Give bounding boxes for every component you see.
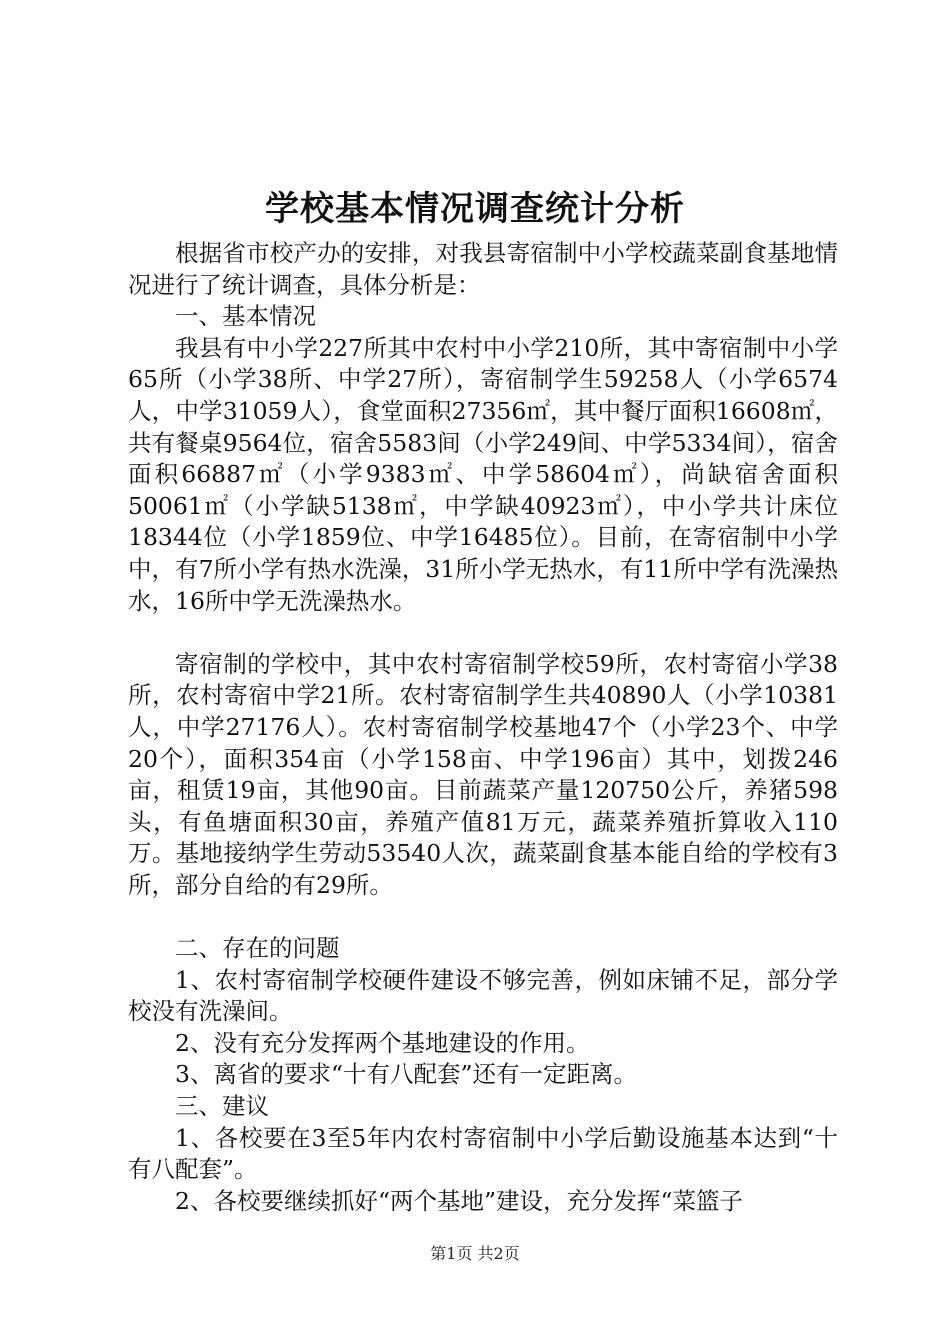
section-heading-problems: 二、存在的问题 <box>175 934 340 963</box>
problem-item-1: 1、农村寄宿制学校硬件建设不够完善，例如床铺不足，部分学校没有洗澡间。 <box>128 965 838 1026</box>
intro-paragraph: 根据省市校产办的安排，对我县寄宿制中小学校蔬菜副食基地情况进行了统计调查，具体分析是： <box>128 239 838 299</box>
rural-boarding-paragraph: 寄宿制的学校中，其中农村寄宿制学校59所，农村寄宿小学38所，农村寄宿中学21所。农村寄宿制学生共40890人（小学10381人，中学27176人）。农村寄宿制学校基地47个（小学23个、中学20个），面积354亩（小学158亩、中学196亩）其中，划拨246亩，租赁19亩，其他90亩。目前蔬菜产量120750公斤，养猪598头，有鱼塘面积30亩，养殖产值81万元，蔬菜养殖折算收入110万。基地接纳学生劳动53540人次，蔬菜副食基本能自给的学校有3所，部分自给的有29所。 <box>128 649 838 899</box>
section-heading-suggestions: 三、建议 <box>175 1092 269 1121</box>
problem-item-2: 2、没有充分发挥两个基地建设的作用。 <box>175 1028 590 1057</box>
document-title: 学校基本情况调查统计分析 <box>265 189 685 229</box>
section-heading-basic: 一、基本情况 <box>175 302 316 331</box>
suggestion-item-2: 2、各校要继续抓好“两个基地”建设，充分发挥“菜篮子 <box>175 1186 743 1215</box>
problem-item-3: 3、离省的要求“十有八配套”还有一定距离。 <box>175 1060 637 1089</box>
suggestion-item-1: 1、各校要在3至5年内农村寄宿制中小学后勤设施基本达到“十有八配套”。 <box>128 1123 838 1184</box>
page-number-footer: 第1页 共2页 <box>430 1244 520 1263</box>
basic-stats-paragraph: 我县有中小学227所其中农村中小学210所，其中寄宿制中小学65所（小学38所、中学27所），寄宿制学生59258人（小学6574人，中学31059人），食堂面积27356㎡，其中餐厅面积16608㎡，共有餐桌9564位，宿舍5583间（小学249间、中学5334间），宿舍面积66887㎡（小学9383㎡、中学58604㎡），尚缺宿舍面积50061㎡（小学缺5138㎡，中学缺40923㎡），中小学共计床位18344位（小学1859位、中学16485位）。目前，在寄宿制中小学中，有7所小学有热水洗澡，31所小学无热水，有11所中学有洗澡热水，16所中学无洗澡热水。 <box>128 333 838 615</box>
document-body <box>128 238 838 1217</box>
